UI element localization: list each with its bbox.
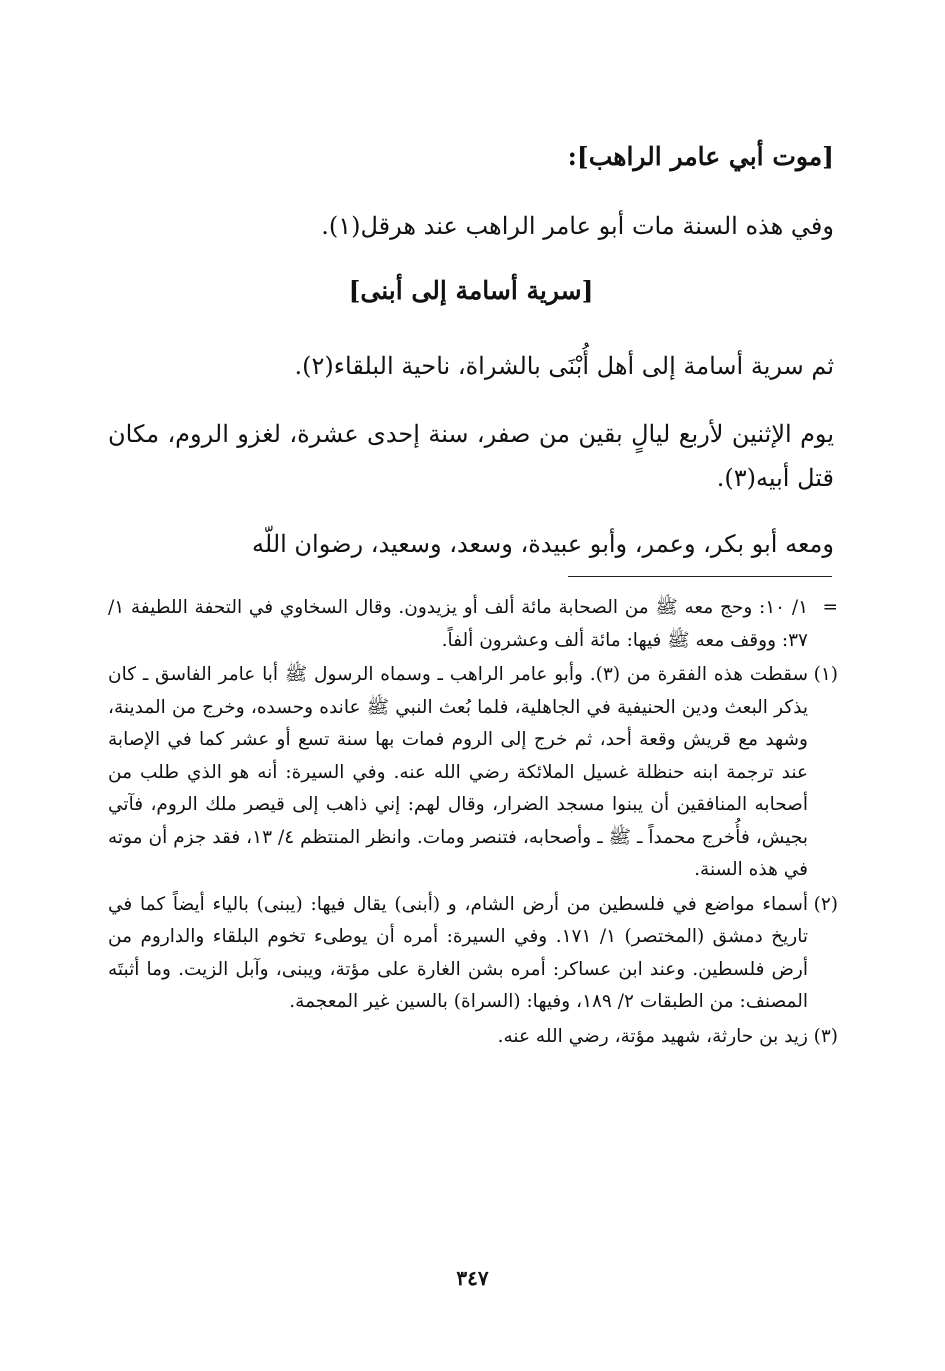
footnote-text: ١/ ١٠: وحج معه ﷺ من الصحابة مائة ألف أو يزيدون. وقال السخاوي في التحفة اللطيفة ١/ ٣٧: ووقف معه ﷺ فيها: مائة ألف وعشرون ألفاً.: [108, 597, 808, 651]
page-number: ٣٤٧: [456, 1266, 489, 1290]
footnote-marker: (١): [813, 664, 838, 685]
footnote-marker: (٢): [813, 893, 838, 915]
paragraph-abu-amir-death: وفي هذه السنة مات أبو عامر الراهب عند هرقل(١).: [321, 212, 834, 240]
footnotes: [108, 592, 838, 1053]
section-heading-usama: [سرية أسامة إلى أبنى]: [348, 276, 594, 305]
footnote-1: [108, 659, 838, 887]
paragraph-companions: ومعه أبو بكر، وعمر، وأبو عبيدة، وسعد، وسعيد، رضوان اللّه: [252, 530, 834, 558]
footnote-divider: [568, 576, 832, 577]
footnote-text: زيد بن حارثة، شهيد مؤتة، رضي الله عنه.: [497, 1025, 808, 1047]
section-heading-abu-amir: [موت أبي عامر الراهب]:: [567, 142, 834, 171]
footnote-text: سقطت هذه الفقرة من (٣). وأبو عامر الراهب ـ وسماه الرسول ﷺ أبا عامر الفاسق ـ كان يذكر البعث ودين الحنيفية في الجاهلية، فلما بُعث النبي ﷺ عانده وحسده، وخرج من المدينة، وشهد مع قريش وقعة أحد، ثم خرج إلى الروم فمات بها سنة تسع أو عشر كما في الإصابة عند ترجمة ابنه حنظلة غسيل الملائكة رضي الله عنه. وفي السيرة: أنه هو الذي طلب من أصحابه المنافقين أن يبنوا مسجد الضرار، وقال لهم: إني ذاهب إلى قيصر ملك الروم، فآتي بجيش، فأُخرج محمداً ـ ﷺ ـ وأصحابه، فتنصر ومات. وانظر المنتظم ٤/ ١٣، فقد جزم أن موته في هذه السنة.: [108, 664, 808, 880]
footnote-3: [108, 1021, 838, 1054]
paragraph-expedition-date: يوم الإثنين لأربع ليالٍ بقين من صفر، سنة إحدى عشرة، لغزو الروم، مكان قتل أبيه(٣).: [108, 420, 834, 492]
paragraph-usama-expedition: ثم سرية أسامة إلى أهل أُبْنَى بالشراة، ناحية البلقاء(٢).: [294, 352, 834, 380]
footnote-continuation: [108, 592, 838, 657]
footnote-marker: (٣): [813, 1025, 838, 1047]
footnote-text: أسماء مواضع في فلسطين من أرض الشام، و (أبنى) يقال فيها: (يبنى) بالياء أيضاً كما في تاريخ دمشق (المختصر) ١/ ١٧١. وفي السيرة: أمره أن يوطىء تخوم البلقاء والداروم من أرض فلسطين. وعند ابن عساكر: أمره بشن الغارة على مؤتة، ويبنى، وآبل الزيت. وما أثبتَه المصنف: من الطبقات ٢/ ١٨٩، وفيها: (السراة) بالسين غير المعجمة.: [108, 893, 808, 1012]
footnote-marker: =: [822, 597, 838, 618]
footnote-2: [108, 889, 838, 1019]
